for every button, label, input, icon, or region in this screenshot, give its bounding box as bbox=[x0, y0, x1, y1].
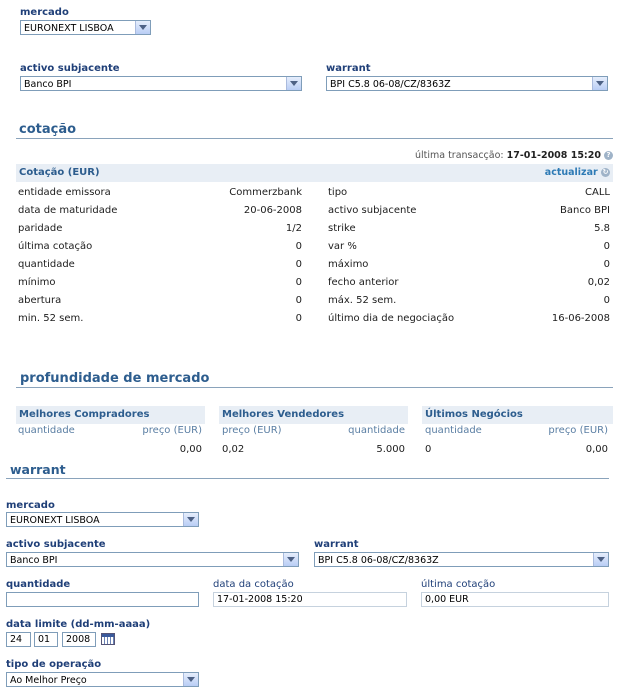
quote-row bbox=[328, 310, 610, 328]
chevron-down-icon[interactable] bbox=[283, 553, 298, 566]
order-title: warrant bbox=[10, 462, 66, 477]
cotacao-left-list bbox=[18, 184, 302, 334]
quote-row-value: 0 bbox=[295, 241, 302, 252]
warrant-select[interactable] bbox=[326, 76, 608, 91]
quote-row bbox=[18, 256, 302, 274]
quote-row bbox=[328, 256, 610, 274]
quote-row-value: 0 bbox=[295, 277, 302, 288]
order-activo-label: activo subjacente bbox=[6, 539, 106, 550]
quote-row-value: 0 bbox=[603, 241, 610, 252]
buyers-title: Melhores Compradores bbox=[19, 409, 150, 420]
quote-date-label: data da cotação bbox=[213, 579, 294, 590]
refresh-label: actualizar bbox=[544, 167, 598, 178]
order-mercado-value: EURONEXT LISBOA bbox=[10, 515, 100, 526]
optype-value: Ao Melhor Preço bbox=[10, 675, 87, 686]
activo-select[interactable] bbox=[20, 76, 302, 91]
section-divider bbox=[6, 478, 609, 479]
quote-row bbox=[18, 202, 302, 220]
quote-row-key: tipo bbox=[328, 187, 348, 198]
sellers-col-price: preço (EUR) bbox=[222, 425, 282, 436]
order-mercado-select[interactable] bbox=[6, 512, 199, 527]
qty-input[interactable] bbox=[6, 592, 199, 607]
chevron-down-icon[interactable] bbox=[135, 21, 150, 34]
cotacao-right-list bbox=[328, 184, 610, 334]
buyers-header bbox=[16, 406, 205, 424]
quote-row-key: paridade bbox=[18, 223, 63, 234]
quote-row bbox=[328, 292, 610, 310]
calendar-icon[interactable] bbox=[101, 633, 115, 645]
chevron-down-icon[interactable] bbox=[183, 513, 198, 526]
buyers-col-qty: quantidade bbox=[18, 425, 75, 436]
chevron-down-icon[interactable] bbox=[593, 553, 608, 566]
order-warrant-label: warrant bbox=[314, 539, 359, 550]
quote-row bbox=[18, 292, 302, 310]
last-tx-label: última transacção: bbox=[414, 150, 504, 161]
cotacao-panel-title: Cotação (EUR) bbox=[19, 167, 100, 178]
trades-qty-value: 0 bbox=[425, 444, 432, 455]
quote-row bbox=[18, 184, 302, 202]
quote-row-value: Banco BPI bbox=[560, 205, 610, 216]
quote-row-value: 0 bbox=[295, 259, 302, 270]
depth-title: profundidade de mercado bbox=[20, 371, 210, 386]
last-quote-label: última cotação bbox=[421, 579, 496, 590]
buyers-col-price: preço (EUR) bbox=[142, 425, 202, 436]
quote-row-value: 0,02 bbox=[587, 277, 610, 288]
quote-row-key: quantidade bbox=[18, 259, 75, 270]
limit-month-input[interactable]: 01 bbox=[34, 632, 58, 647]
trades-header bbox=[422, 406, 613, 424]
quote-row-value: 1/2 bbox=[285, 223, 302, 234]
quote-row-key: min. 52 sem. bbox=[18, 313, 84, 324]
optype-label: tipo de operação bbox=[6, 659, 102, 670]
quote-row-key: último dia de negociação bbox=[328, 313, 455, 324]
trades-col-price: preço (EUR) bbox=[548, 425, 608, 436]
quote-row-key: mínimo bbox=[18, 277, 56, 288]
optype-select[interactable] bbox=[6, 672, 199, 687]
quote-row bbox=[18, 238, 302, 256]
quote-row bbox=[328, 238, 610, 256]
trades-title: Últimos Negócios bbox=[425, 409, 523, 420]
qty-label: quantidade bbox=[6, 579, 71, 590]
quote-row bbox=[328, 184, 610, 202]
limit-year-input[interactable]: 2008 bbox=[62, 632, 96, 647]
quote-row-value: 0 bbox=[603, 295, 610, 306]
quote-row bbox=[328, 220, 610, 238]
quote-row-value: Commerzbank bbox=[229, 187, 302, 198]
section-divider bbox=[16, 387, 613, 388]
sellers-qty-value: 5.000 bbox=[376, 444, 405, 455]
quote-row-key: data de maturidade bbox=[18, 205, 118, 216]
chevron-down-icon[interactable] bbox=[183, 673, 198, 686]
quote-row-value: 16-06-2008 bbox=[551, 313, 610, 324]
sellers-header bbox=[219, 406, 408, 424]
quote-row-key: activo subjacente bbox=[328, 205, 417, 216]
order-mercado-label: mercado bbox=[6, 500, 55, 511]
sellers-price-value: 0,02 bbox=[222, 444, 245, 455]
help-icon[interactable]: ? bbox=[604, 151, 613, 160]
warrant-select-value: BPI C5.8 06-08/CZ/8363Z bbox=[330, 79, 451, 90]
chevron-down-icon[interactable] bbox=[592, 77, 607, 90]
last-transaction bbox=[415, 150, 613, 161]
quote-row-key: var % bbox=[328, 241, 357, 252]
quote-row-key: entidade emissora bbox=[18, 187, 111, 198]
limit-day-input[interactable]: 24 bbox=[6, 632, 31, 647]
chevron-down-icon[interactable] bbox=[286, 77, 301, 90]
mercado-select-value: EURONEXT LISBOA bbox=[24, 23, 114, 34]
quote-row-value: 5.8 bbox=[594, 223, 610, 234]
quote-row-key: máx. 52 sem. bbox=[328, 295, 397, 306]
quote-row bbox=[328, 202, 610, 220]
section-divider bbox=[16, 138, 613, 139]
quote-row-key: máximo bbox=[328, 259, 369, 270]
quote-row-key: fecho anterior bbox=[328, 277, 399, 288]
cotacao-title: cotação bbox=[19, 122, 77, 137]
cotacao-panel-header bbox=[16, 164, 613, 182]
order-activo-select[interactable] bbox=[6, 552, 299, 567]
quote-row-value: 0 bbox=[295, 313, 302, 324]
quote-row bbox=[18, 274, 302, 292]
quote-row bbox=[328, 274, 610, 292]
mercado-select[interactable] bbox=[20, 20, 151, 35]
sellers-title: Melhores Vendedores bbox=[222, 409, 345, 420]
quote-row-value: 0 bbox=[603, 259, 610, 270]
quote-row-value: CALL bbox=[585, 187, 610, 198]
limit-date-label: data limite (dd-mm-aaaa) bbox=[6, 619, 151, 630]
last-tx-value: 17-01-2008 15:20 bbox=[506, 150, 601, 161]
quote-row-key: última cotação bbox=[18, 241, 93, 252]
activo-label: activo subjacente bbox=[20, 63, 120, 74]
sellers-col-qty: quantidade bbox=[348, 425, 405, 436]
quote-row-value: 20-06-2008 bbox=[243, 205, 302, 216]
trades-price-value: 0,00 bbox=[585, 444, 608, 455]
quote-row-key: abertura bbox=[18, 295, 62, 306]
warrant-label: warrant bbox=[326, 63, 371, 74]
quote-row-key: strike bbox=[328, 223, 356, 234]
order-warrant-select[interactable] bbox=[314, 552, 609, 567]
mercado-label: mercado bbox=[20, 7, 69, 18]
buyers-price-value: 0,00 bbox=[179, 444, 202, 455]
refresh-link[interactable] bbox=[545, 164, 610, 182]
quote-row bbox=[18, 310, 302, 328]
order-activo-value: Banco BPI bbox=[10, 555, 58, 566]
refresh-icon[interactable]: ↻ bbox=[602, 168, 609, 176]
activo-select-value: Banco BPI bbox=[24, 79, 72, 90]
quote-row-value: 0 bbox=[295, 295, 302, 306]
quote-row bbox=[18, 220, 302, 238]
quote-date-field: 17-01-2008 15:20 bbox=[213, 592, 407, 607]
last-quote-field: 0,00 EUR bbox=[421, 592, 609, 607]
trades-col-qty: quantidade bbox=[425, 425, 482, 436]
order-warrant-value: BPI C5.8 06-08/CZ/8363Z bbox=[318, 555, 439, 566]
